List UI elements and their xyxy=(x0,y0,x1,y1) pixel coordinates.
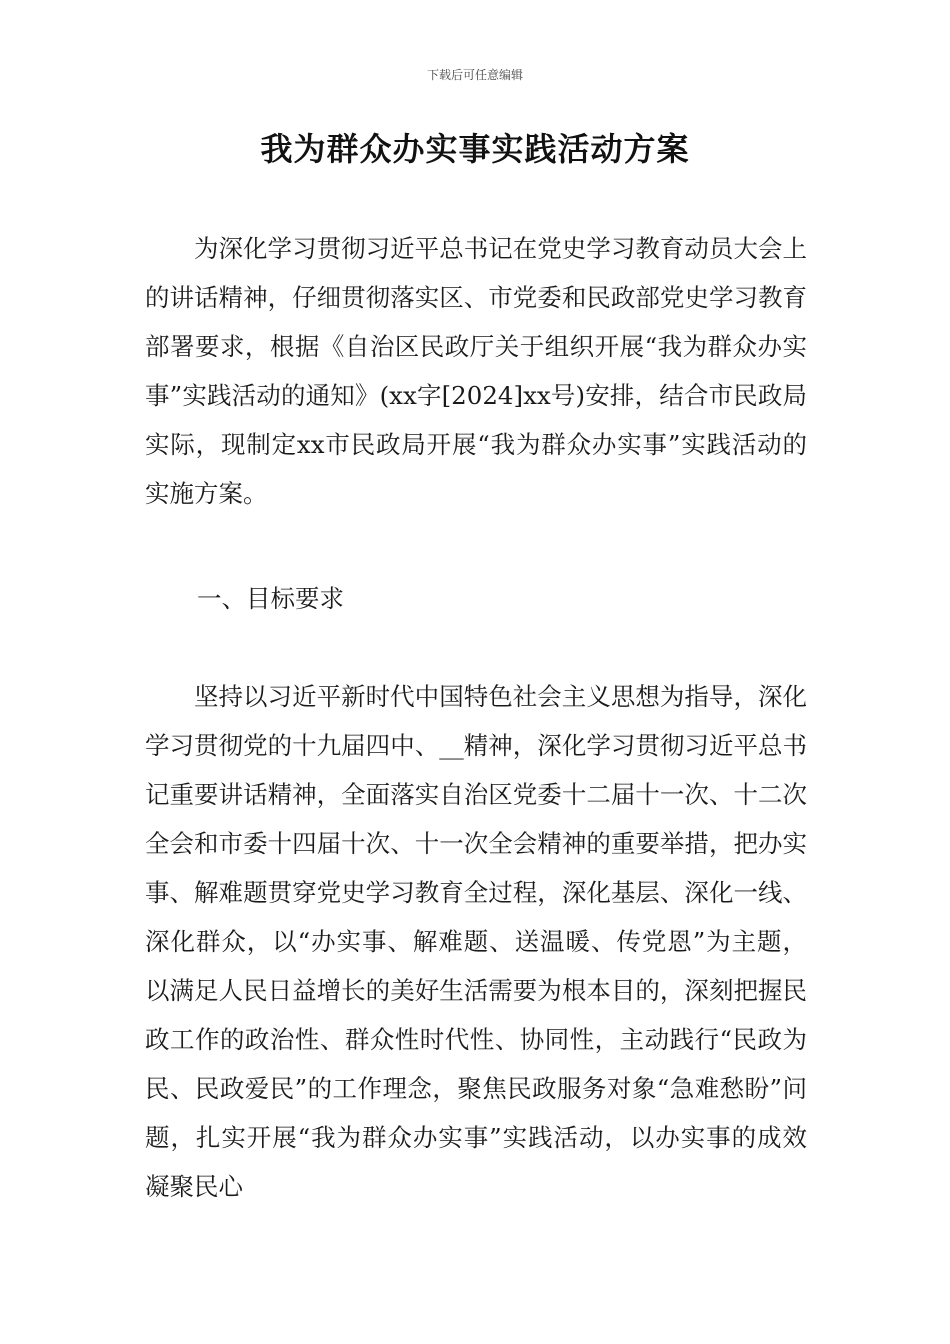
header-note: 下载后可任意编辑 xyxy=(426,68,523,82)
section-heading-goals: 一、目标要求 xyxy=(197,584,344,613)
document-title: 我为群众办实事实践活动方案 xyxy=(260,130,690,168)
goals-paragraph: 坚持以习近平新时代中国特色社会主义思想为指导，深化学习贯彻党的十九届四中、__精神，深化学习贯彻习近平总书记重要讲话精神，全面落实自治区党委十二届十一次、十二次全会和市委十四届十次、十一次全会精神的重要举措，把办实事、解难题贯穿党史学习教育全过程，深化基层、深化一线、深化群众，以“办实事、解难题、送温暖、传党恩”为主题，以满足人民日益增长的美好生活需要为根本目的，深刻把握民政工作的政治性、群众性时代性、协同性，主动践行“民政为民、民政爱民”的工作理念，聚焦民政服务对象“急难愁盼”问题，扎实开展“我为群众办实事”实践活动，以办实事的成效凝聚民心 xyxy=(145,682,807,1201)
intro-paragraph: 为深化学习贯彻习近平总书记在党史学习教育动员大会上的讲话精神，仔细贯彻落实区、市党委和民政部党史学习教育部署要求，根据《自治区民政厅关于组织开展“我为群众办实事”实践活动的通知》(xx字[2024]xx号)安排，结合市民政局实际，现制定xx市民政局开展“我为群众办实事”实践活动的实施方案。 xyxy=(145,234,807,508)
